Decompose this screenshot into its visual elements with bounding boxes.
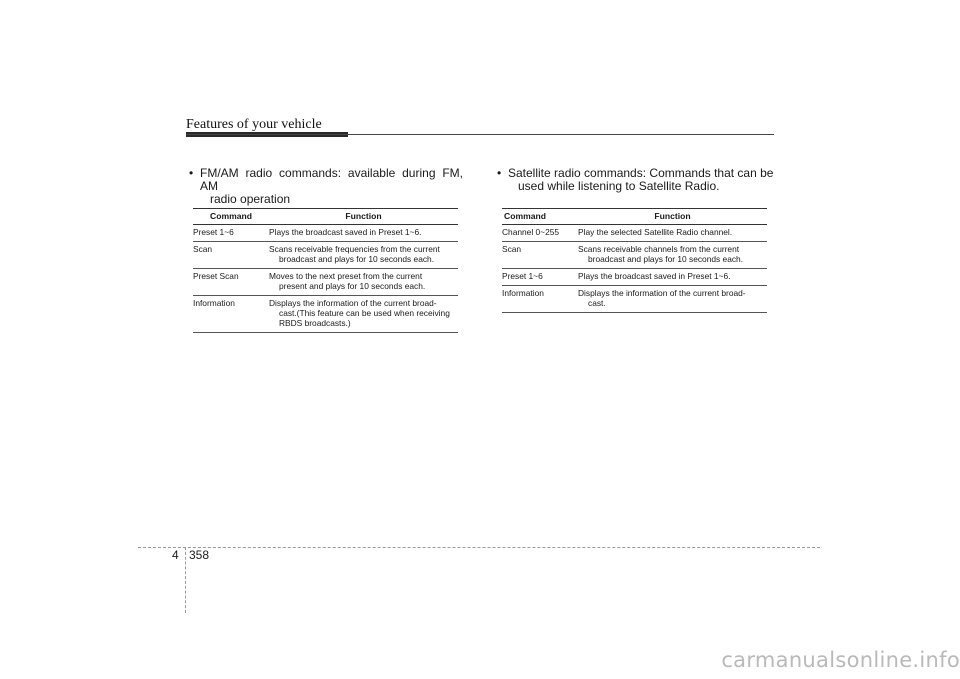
page-number: 358 (189, 548, 210, 562)
chapter-number: 4 (172, 548, 179, 562)
command-cell: Information (502, 286, 578, 313)
table-row (193, 225, 458, 242)
command-cell: Preset Scan (193, 269, 269, 296)
table-row (502, 242, 767, 269)
footer-dashed-rule (138, 547, 820, 548)
command-header: Command (193, 209, 269, 225)
command-cell: Channel 0~255 (502, 225, 578, 242)
watermark-text: carmanualsonline.info (721, 648, 960, 672)
satellite-command-table (502, 208, 767, 313)
command-header: Command (502, 209, 578, 225)
bullet-icon: • (189, 166, 194, 180)
footer-vertical-dashed-rule (185, 547, 186, 613)
fm-am-command-table (193, 208, 458, 333)
function-cell: Plays the broadcast saved in Preset 1~6. (269, 225, 458, 242)
command-cell: Scan (502, 242, 578, 269)
page-header-title: Features of your vehicle (186, 117, 322, 132)
table-row (193, 242, 458, 269)
command-cell: Preset 1~6 (502, 269, 578, 286)
table-row (502, 286, 767, 313)
table-row (502, 225, 767, 242)
function-cell: Displays the information of the current broad- cast.(This feature can be used when receiving RBDS broadcasts.) (269, 296, 458, 333)
left-intro-line1: FM/AM radio commands: available during FM, AM (200, 166, 463, 193)
bullet-icon: • (497, 166, 502, 180)
table-header-row (193, 209, 458, 225)
function-header: Function (578, 209, 767, 225)
function-cell: Displays the information of the current broad- cast. (578, 286, 767, 313)
left-intro-line2: radio operation (210, 192, 291, 206)
table-row (193, 296, 458, 333)
header-rule (186, 134, 774, 135)
left-intro (189, 166, 463, 206)
command-cell: Scan (193, 242, 269, 269)
command-cell: Information (193, 296, 269, 333)
function-header: Function (269, 209, 458, 225)
right-intro (497, 166, 774, 193)
function-cell: Play the selected Satellite Radio channel. (578, 225, 767, 242)
function-cell: Scans receivable frequencies from the current broadcast and plays for 10 seconds each. (269, 242, 458, 269)
command-cell: Preset 1~6 (193, 225, 269, 242)
function-cell: Scans receivable channels from the current broadcast and plays for 10 seconds each. (578, 242, 767, 269)
right-intro-line1: Satellite radio commands: Commands that can be (508, 166, 774, 180)
table-row (502, 269, 767, 286)
function-cell: Plays the broadcast saved in Preset 1~6. (578, 269, 767, 286)
table-header-row (502, 209, 767, 225)
right-intro-line2: used while listening to Satellite Radio. (518, 179, 720, 193)
table-row (193, 269, 458, 296)
function-cell: Moves to the next preset from the current present and plays for 10 seconds each. (269, 269, 458, 296)
